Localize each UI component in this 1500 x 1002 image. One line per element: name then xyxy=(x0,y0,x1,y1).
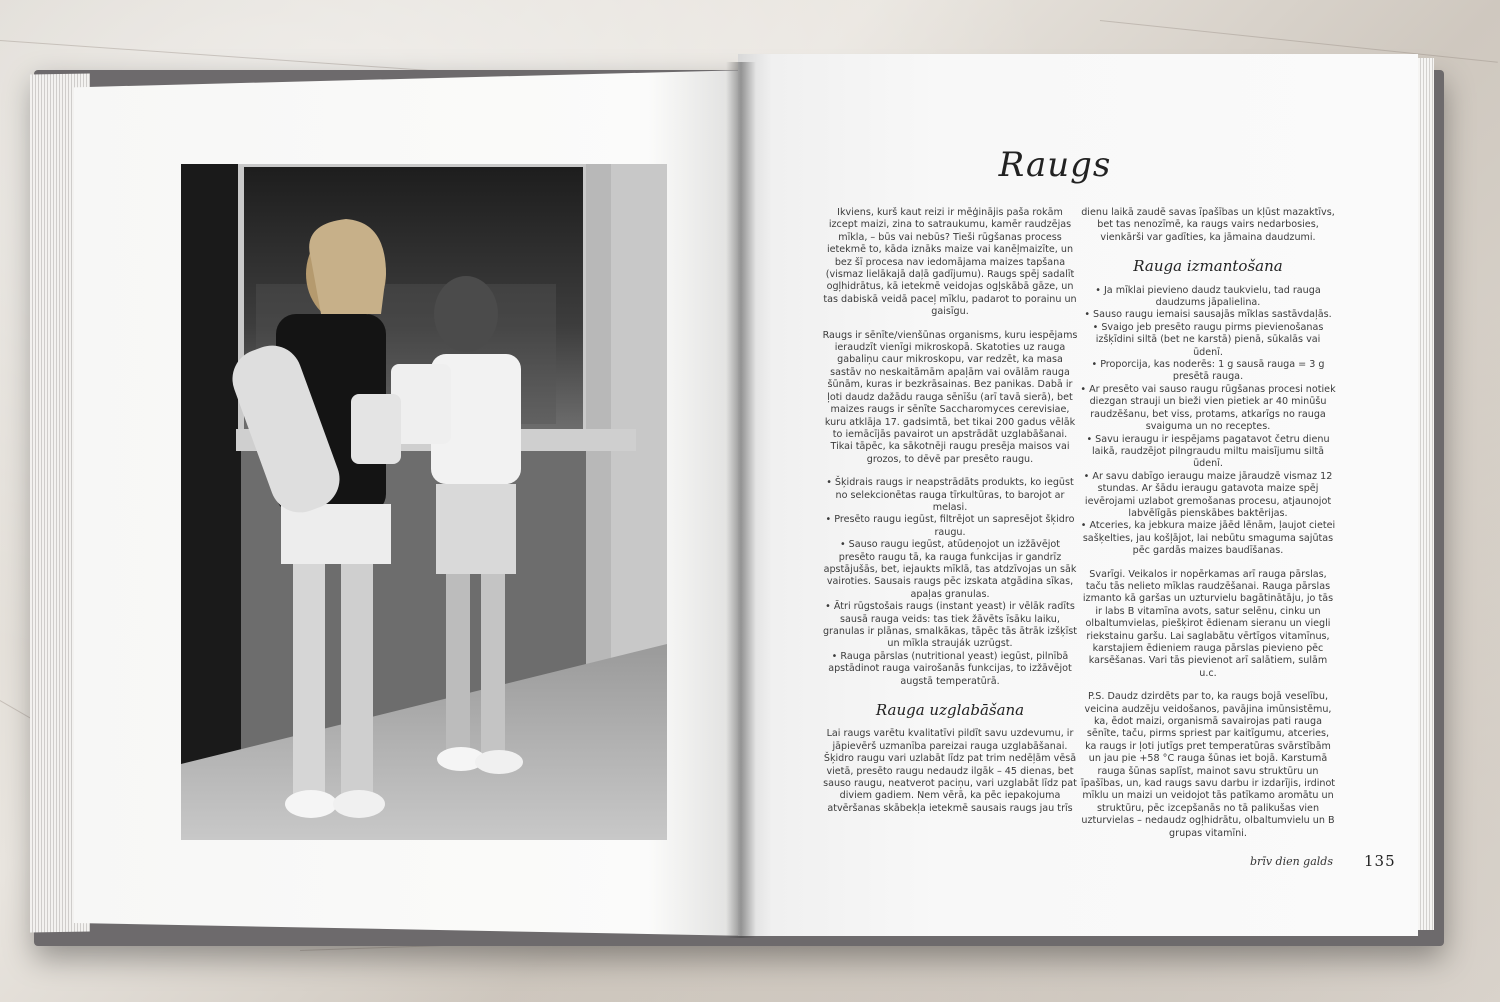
paragraph-yeast-types: • Šķidrais raugs ir neapstrādāts produkts, ko iegūst no selekcionētas rauga tīrkultūras, to barojot ar melasi. • Presēto raugu iegūst, filtrējot un sapresējot šķidro raugu. • Sauso raugu iegūst, atūdeņojot un izžāvējot presēto raugu tā, ka rauga funkcijas ir gandrīz apstājušās, bet, iejaukts mīklā, tas atdzīvojas un sāk vairoties. Sausais raugs pēc izskata atgādina sīkas, apaļas granulas. • Ātri rūgstošais raugs (instant yeast) ir vēlāk radīts sausā rauga veids: tas tiek žāvēts īsāku laiku, granulas ir plānas, smalkākas, tāpēc tās ātrāk izšķīst un mīkla strauják uzrūgst. • Rauga pārslas (nutritional yeast) iegūst, pilnībā apstādinot rauga vairošanās funkcijas, to izžāvējot augstā temperatūrā. xyxy=(822,477,1078,687)
paragraph-intro: Ikviens, kurš kaut reizi ir mēģinājis paša rokām izcept maizi, zina to satraukumu, kamēr raudzējas mīkla, – būs vai nebūs? Tieši rūgšanas process ietekmē to, kāda iznāks maize vai kanēļmaizīte, un bez šī procesa nav iedomājama maizes tapšana (vismaz lielākajā daļā gadījumu). Raugs spēj sadalīt ogļhidrātus, kā ietekmē veidojas ogļskābā gāze, un tas dabiskā veidā paceļ mīklu, padarot to porainu un gaisīgu. xyxy=(823,207,1077,318)
book-gutter xyxy=(726,62,756,938)
paragraph-ps: P.S. Daudz dzirdēts par to, ka raugs bojā veselību, veicina audzēju veidošanos, pavājina imūnsistēmu, ka, ēdot maizi, organismā savairojas pati rauga sēnīte, taču, pirms spriest par kaitīgumu, atceries, ka raugs ir ļoti jutīgs pret temperatūras svārstībām un jau pie +58 °C rauga šūnas iet bojā. Karstumā rauga šūnas saplīst, mainot savu struktūru un īpašības, un, kad raugs savu darbu ir izdarījis, irdinot mīklu un maizi un veidojot tās patīkamo aromātu un struktūru, pēc izcepšanās no tā palikušas vien uzturvielas – nedaudz ogļhidrātu, olbaltumvielu un B grupas vitamīni. xyxy=(1080,691,1336,839)
subhead-storage: Rauga uzglabāšana xyxy=(875,701,1025,720)
paragraph-yeast-organism: Raugs ir sēnīte/vienšūnas organisms, kuru iespējams ieraudzīt vienīgi mikroskopā. Skatoties uz rauga gabaliņu caur mikroskopu, var redzēt, ka masa sastāv no neskaitāmām apaļām vai ovālām rauga šūnām, kuras ir bezkrāsainas. Bez panikas. Dabā ir ļoti daudz dažādu rauga sēnīšu (arī tavā sierā), bet maizes raugs ir sēnīte Saccharomyces cerevisiae, kuru atklāja 17. gadsimtā, bet tikai 200 gadus vēlāk to iemācījās pavairot un apstrādāt uzglabāšanai. Tikai tāpēc, ka sākotnēji raugu presēja maisos vai grozos, to dēvē par presēto raugu. xyxy=(822,329,1078,465)
paragraph-storage-continued: dienu laikā zaudē savas īpašības un kļūst mazaktīvs, bet tas nenozīmē, ka raugs vairs nedarbosies, vienkārši var gadīties, ka jāmaina daudzumi. xyxy=(1081,207,1335,243)
paragraph-important: Svarīgi. Veikalos ir nopērkamas arī rauga pārslas, taču tās nelieto mīklas raudzēšanai. Rauga pārslas izmanto kā garšas un uzturvielu bagātinātāju, jo tās ir labs B vitamīna avots, satur selēnu, cinku un olbaltumvielas, piešķirot ēdienam sieranu un viegli riekstainu garšu. Lai saglabātu vērtīgos vitamīnus, karstajiem ēdieniem rauga pārslas pievieno pēc karsēšanas. Vari tās pievienot arī salātiem, sulām u.c. xyxy=(1082,568,1334,679)
text-column-right xyxy=(1080,207,1336,851)
photo-two-girls-at-shop-window xyxy=(181,164,667,840)
text-column-left xyxy=(822,207,1078,826)
page-number: 135 xyxy=(1364,852,1396,870)
page-title: Raugs xyxy=(998,145,1112,185)
paragraph-storage: Lai raugs varētu kvalitatīvi pildīt savu uzdevumu, ir jāpievērš uzmanība pareizai rauga uzglabāšanai. Šķidro raugu vari uzlabāt līdz pat trim nedēļām vēsā vietā, presēto raugu nedaudz ilgāk – 45 dienas, bet sauso raugu, neatverot paciņu, vari uzglabāt līdz pat diviem gadiem. Nem vērā, ka pēc iepakojuma atvēršanas skābekļa ietekmē sausais raugs jau trīs xyxy=(823,728,1077,814)
subhead-use: Rauga izmantošana xyxy=(1133,257,1283,276)
running-footer: brīv dien galds xyxy=(1250,855,1333,868)
paragraph-usage-list: • Ja mīklai pievieno daudz taukvielu, tad rauga daudzums jāpalielina. • Sauso raugu iemaisi sausajās mīklas sastāvdaļās. • Svaigo jeb presēto raugu pirms pievienošanas izšķīdini siltā (bet ne karstā) pienā, sūkalās vai ūdenī. • Proporcija, kas noderēs: 1 g sausā rauga = 3 g presētā rauga. • Ar presēto vai sauso raugu rūgšanas procesi notiek diezgan strauji un bieži vien pietiek ar 40 minūšu raudzēšanu, bet viss, protams, atkarīgs no rauga svaiguma un no receptes. • Savu ieraugu ir iespējams pagatavot četru dienu laikā, raudzējot pilngraudu miltu maisījumu siltā ūdenī. • Ar savu dabīgo ieraugu maize jāraudzē vismaz 12 stundas. Ar šādu ieraugu gatavota maize spēj ievērojami uzlabot gremošanas procesu, atjaunojot labvēlīgās pienskābes baktērijas. • Atceries, ka jebkura maize jāēd lēnām, ļaujot cietei sašķelties, jau košļājot, lai nebūtu smaguma sajūtas pēc gardās maizes baudīšanas. xyxy=(1080,284,1336,557)
